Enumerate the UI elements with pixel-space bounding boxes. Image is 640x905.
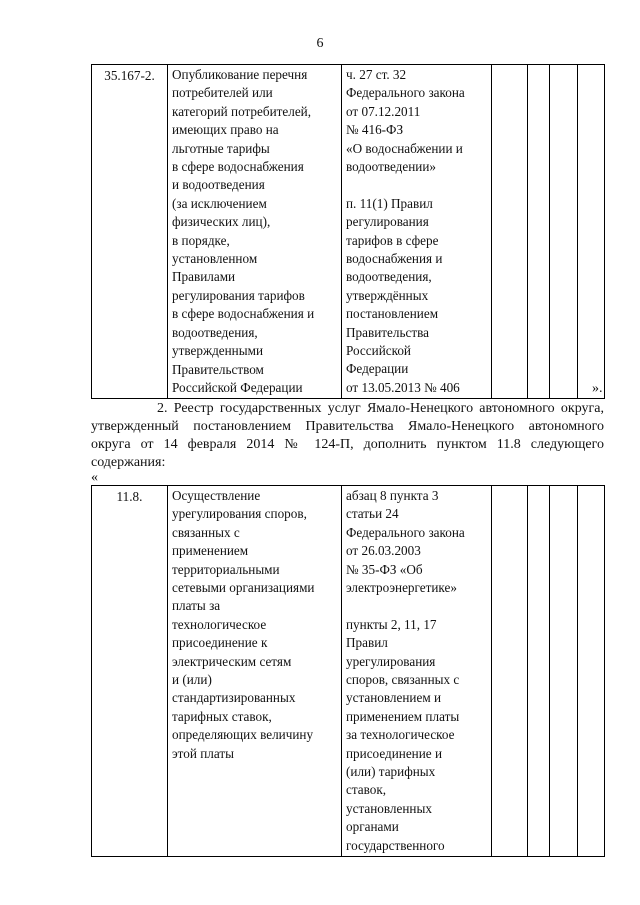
text-line: споров, связанных с [346, 672, 460, 688]
paragraph-line: округа от 14 февраля 2014 № 124-П, дополнить пунктом 11.8 следующего [91, 437, 604, 452]
service-name-cell [168, 65, 342, 399]
services-table-2 [91, 485, 605, 857]
text-line: тарифов в сфере [346, 232, 439, 248]
text-line: урегулирования [346, 653, 436, 669]
text-line: Опубликование перечня [172, 67, 308, 82]
text-line: органами [346, 819, 399, 835]
text-line: этой платы [172, 745, 234, 761]
text-line: применением [172, 543, 249, 559]
text-line: и водоотведения [172, 177, 265, 193]
text-line: физических лиц), [172, 214, 271, 230]
text-line: государственного [346, 837, 445, 853]
text-line: присоединение к [172, 635, 268, 651]
text-line: утверждённых [346, 287, 429, 303]
text-line: установленном [172, 251, 258, 267]
text-line: стандартизированных [172, 690, 296, 706]
text-line: водоснабжения и [346, 251, 443, 267]
empty-cell [492, 486, 528, 857]
text-line: статьи 24 [346, 506, 399, 522]
text-line: установлением и [346, 690, 442, 706]
closing-quote: ». [592, 381, 603, 396]
text-line: электрическим сетям [172, 653, 292, 669]
empty-cell [550, 65, 578, 399]
paragraph-line: утвержденный постановлением Правительства Ямало-Ненецкого автономного [91, 419, 604, 434]
empty-cell [492, 65, 528, 399]
opening-quote: « [91, 470, 98, 485]
text-line: электроэнергетике» [346, 580, 457, 596]
text-line: в порядке, [172, 232, 230, 248]
text-line: Осуществление [172, 488, 261, 503]
text-line: водоотведения, [172, 324, 258, 340]
text-line: пункты 2, 11, 17 [346, 616, 437, 632]
text-line: ч. 27 ст. 32 [346, 67, 407, 82]
amendment-paragraph [91, 400, 604, 472]
paragraph-line: содержания: [91, 455, 166, 470]
text-line: № 35-ФЗ «Об [346, 561, 423, 577]
text-line: в сфере водоснабжения [172, 159, 304, 175]
text-line: технологическое [172, 616, 267, 632]
text-line: водоотведении» [346, 159, 436, 175]
text-line: «О водоснабжении и [346, 140, 463, 156]
empty-cell [528, 65, 550, 399]
text-line: определяющих величину [172, 727, 314, 743]
block-spacer [346, 176, 487, 194]
text-line: присоединение и [346, 745, 442, 761]
text-line: связанных с [172, 524, 240, 540]
text-line: регулирования [346, 214, 429, 230]
text-line: установленных [346, 800, 432, 816]
text-line: регулирования тарифов [172, 287, 305, 303]
service-name-cell [168, 486, 342, 857]
text-line: урегулирования споров, [172, 506, 307, 522]
text-line: от 07.12.2011 [346, 103, 421, 119]
text-line: территориальными [172, 561, 280, 577]
empty-cell [578, 65, 605, 399]
text-line: Правительства [346, 324, 429, 340]
item-number: 11.8. [92, 486, 168, 857]
paragraph-line: 2. Реестр государственных услуг Ямало-Ненецкого автономного округа, [157, 401, 604, 416]
empty-cell [550, 486, 578, 857]
text-line: платы за [172, 598, 221, 614]
text-line: Российской Федерации [172, 379, 303, 395]
text-line: тарифных ставок, [172, 708, 272, 724]
text-line: от 26.03.2003 [346, 543, 421, 559]
item-number: 35.167-2. [92, 65, 168, 399]
text-line: от 13.05.2013 № 406 [346, 379, 460, 395]
text-line: (за исключением [172, 195, 267, 211]
text-line: Правил [346, 635, 388, 651]
text-line: имеющих право на [172, 122, 279, 138]
table-row [92, 486, 605, 857]
text-line: п. 11(1) Правил [346, 195, 433, 211]
text-line: № 416-ФЗ [346, 122, 404, 138]
text-line: (или) тарифных [346, 764, 436, 780]
text-line: применением платы [346, 708, 460, 724]
text-line: абзац 8 пункта 3 [346, 488, 439, 503]
text-line: Федерального закона [346, 85, 465, 101]
text-line: в сфере водоснабжения и [172, 306, 315, 322]
block-spacer [346, 597, 487, 615]
text-line: и (или) [172, 672, 212, 688]
table-row [92, 65, 605, 399]
text-line: Федерации [346, 361, 409, 377]
page-number: 6 [316, 36, 324, 51]
text-line: Правилами [172, 269, 236, 285]
text-line: категорий потребителей, [172, 103, 312, 119]
text-line: Российской [346, 343, 411, 359]
text-line: Федерального закона [346, 524, 465, 540]
empty-cell [578, 486, 605, 857]
empty-cell [528, 486, 550, 857]
text-line: утвержденными [172, 343, 264, 359]
text-line: ставок, [346, 782, 387, 798]
text-line: сетевыми организациями [172, 580, 315, 596]
legal-basis-cell [342, 486, 492, 857]
text-line: льготные тарифы [172, 140, 270, 156]
text-line: за технологическое [346, 727, 455, 743]
legal-basis-cell [342, 65, 492, 399]
text-line: потребителей или [172, 85, 273, 101]
text-line: Правительством [172, 361, 264, 377]
services-table-1 [91, 64, 605, 399]
text-line: водоотведения, [346, 269, 432, 285]
text-line: постановлением [346, 306, 439, 322]
